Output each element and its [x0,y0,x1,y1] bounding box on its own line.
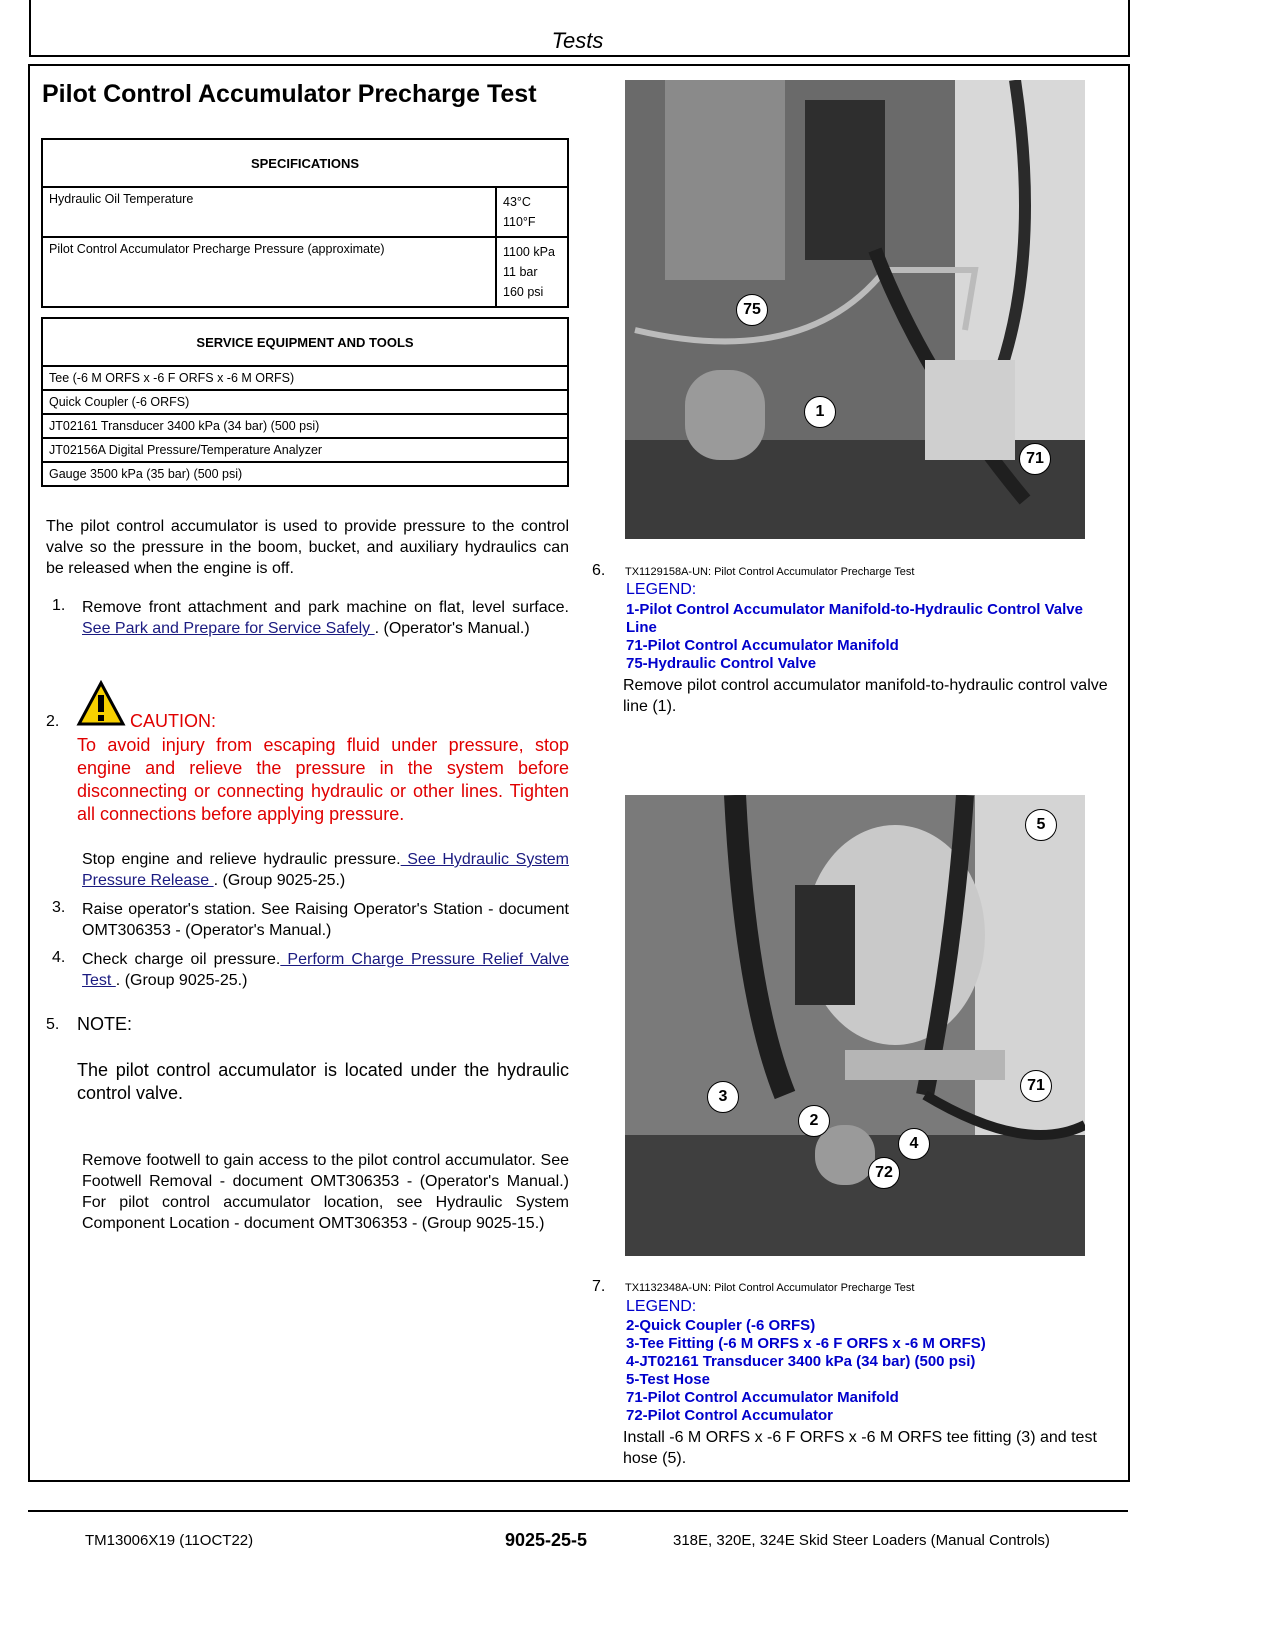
figure-6-caption: TX1129158A-UN: Pilot Control Accumulator Precharge Test [625,566,915,578]
callout-5: 5 [1025,809,1057,841]
figure-7-photo [625,795,1085,1256]
step-number: 2. [46,713,60,730]
step-text: . (Group 9025-25.) [213,872,346,889]
legend-item: 2-Quick Coupler (-6 ORFS) [626,1317,816,1334]
spec-value-line: 110°F [503,215,536,229]
figure-7-instruction: Install -6 M ORFS x -6 F ORFS x -6 M ORFS tee fitting (3) and test hose (5). [623,1429,1097,1467]
legend-label: LEGEND: [626,581,697,598]
figure-7-caption: TX1132348A-UN: Pilot Control Accumulator Precharge Test [625,1282,915,1294]
warning-icon [76,680,126,728]
step-text: Remove front attachment and park machine on flat, level surface. [82,599,569,616]
callout-72: 72 [868,1157,900,1189]
step-number: 1. [52,597,66,614]
park-machine-link[interactable]: See Park and Prepare for Service Safely [82,620,375,637]
figure-6-legend [626,601,1116,673]
tool-item: JT02161 Transducer 3400 kPa (34 bar) (500 psi) [42,414,568,438]
step-3: Raise operator's station. See Raising Operator's Station - document OMT306353 - (Operator's Manual.) [82,901,569,939]
step-2-text [82,849,569,891]
step-number: 4. [52,949,66,966]
step-text: . (Operator's Manual.) [374,620,530,637]
callout-1: 1 [804,396,836,428]
step-number: 6. [592,562,606,579]
figure-7-legend [626,1317,1116,1425]
legend-item: 1-Pilot Control Accumulator Manifold-to-Hydraulic Control Valve Line [626,601,1083,636]
spec-name: Pilot Control Accumulator Precharge Pressure (approximate) [42,237,496,307]
legend-item: 3-Tee Fitting (-6 M ORFS x -6 F ORFS x -6 M ORFS) [626,1335,986,1352]
tool-item: Quick Coupler (-6 ORFS) [42,390,568,414]
callout-3: 3 [707,1081,739,1113]
spec-value-line: 160 psi [503,285,544,299]
tool-item: Gauge 3500 kPa (35 bar) (500 psi) [42,462,568,486]
spec-value [496,237,568,307]
step-number: 3. [52,899,66,916]
legend-item: 71-Pilot Control Accumulator Manifold [626,1389,899,1406]
spec-value-line: 1100 kPa [503,245,555,259]
footer-doc-id: TM13006X19 (11OCT22) [85,1532,254,1549]
tool-item: Tee (-6 M ORFS x -6 F ORFS x -6 M ORFS) [42,366,568,390]
spec-value-line: 43°C [503,195,531,209]
caution-text: To avoid injury from escaping fluid under pressure, stop engine and relieve the pressure in the system before disconnecting or connecting hydraulic or other lines. Tighten all connections before applying pressure. [77,735,569,824]
legend-item: 4-JT02161 Transducer 3400 kPa (34 bar) (500 psi) [626,1353,976,1370]
section-title: Tests [551,28,604,53]
charge-relief-test-link[interactable]: Perform Charge Pressure Relief Valve Test [82,951,569,989]
footer-divider [28,1510,1128,1512]
callout-75: 75 [736,294,768,326]
step-5-text: Remove footwell to gain access to the pilot control accumulator. See Footwell Removal - document OMT306353 - (Operator's Manual.) For pilot control accumulator location, see Hydraulic System Component Location - document OMT306353 - (Group 9025-15.) [82,1152,569,1232]
specifications-heading: SPECIFICATIONS [42,139,568,187]
note-label: NOTE: [77,1014,133,1034]
pressure-release-link[interactable]: See Hydraulic System Pressure Release [82,851,569,889]
callout-4: 4 [898,1128,930,1160]
tools-table [41,317,569,487]
step-text: Check charge oil pressure. [82,951,281,968]
callout-71: 71 [1020,1070,1052,1102]
tools-heading: SERVICE EQUIPMENT AND TOOLS [42,318,568,366]
specifications-table [41,138,569,308]
footer-product: 318E, 320E, 324E Skid Steer Loaders (Manual Controls) [673,1532,1050,1549]
callout-71: 71 [1019,443,1051,475]
step-1 [82,597,569,639]
note-text: The pilot control accumulator is located under the hydraulic control valve. [77,1060,569,1103]
footer-page-number: 9025-25-5 [505,1530,588,1550]
step-4 [82,949,569,991]
legend-item: 71-Pilot Control Accumulator Manifold [626,637,899,654]
caution-label: CAUTION: [130,711,217,731]
figure-6-photo [625,80,1085,539]
step-number: 5. [46,1016,60,1033]
intro-paragraph: The pilot control accumulator is used to provide pressure to the control valve so the pressure in the boom, bucket, and auxiliary hydraulics can be released when the engine is off. [46,518,569,577]
legend-item: 75-Hydraulic Control Valve [626,655,817,672]
spec-value [496,187,568,237]
callout-2: 2 [798,1105,830,1137]
step-text: . (Group 9025-25.) [115,972,248,989]
step-number: 7. [592,1278,606,1295]
legend-item: 5-Test Hose [626,1371,710,1388]
legend-item: 72-Pilot Control Accumulator [626,1407,833,1424]
spec-name: Hydraulic Oil Temperature [42,187,496,237]
tool-item: JT02156A Digital Pressure/Temperature Analyzer [42,438,568,462]
page-title: Pilot Control Accumulator Precharge Test [42,80,537,108]
step-text: Stop engine and relieve hydraulic pressure. [82,851,401,868]
figure-6-instruction: Remove pilot control accumulator manifold-to-hydraulic control valve line (1). [623,677,1108,715]
legend-label: LEGEND: [626,1298,697,1315]
spec-value-line: 11 bar [503,265,538,279]
